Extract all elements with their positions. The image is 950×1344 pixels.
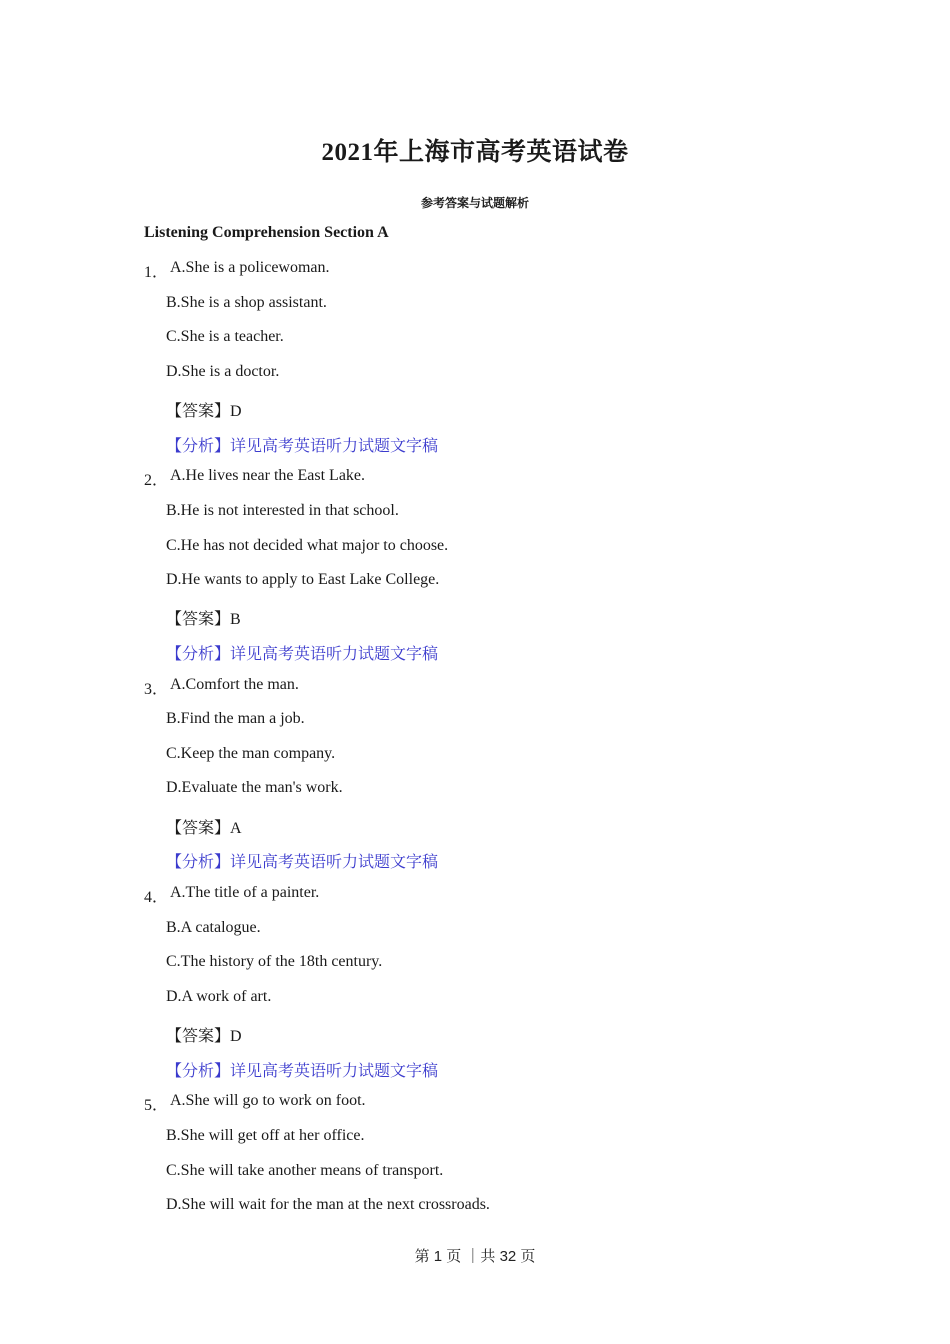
answer: 【答案】D: [166, 1028, 242, 1045]
analysis: 【分析】详见高考英语听力试题文字稿: [166, 646, 439, 663]
analysis: 【分析】详见高考英语听力试题文字稿: [166, 438, 439, 455]
option-d: D.He wants to apply to East Lake College.: [166, 571, 440, 588]
option-a: A.Comfort the man.: [170, 676, 299, 693]
option-d: D.She will wait for the man at the next crossroads.: [166, 1196, 490, 1213]
document-title: 2021年上海市高考英语试卷: [321, 139, 629, 166]
analysis: 【分析】详见高考英语听力试题文字稿: [166, 854, 439, 871]
option-b: B.She will get off at her office.: [166, 1127, 365, 1144]
analysis: 【分析】详见高考英语听力试题文字稿: [166, 1063, 439, 1080]
question-number: 5．: [144, 1097, 169, 1114]
option-b: B.A catalogue.: [166, 919, 261, 936]
option-c: C.She is a teacher.: [166, 328, 284, 345]
question-number: 4．: [144, 889, 169, 906]
option-b: B.He is not interested in that school.: [166, 502, 399, 519]
option-a: A.He lives near the East Lake.: [170, 467, 366, 484]
document-subtitle: 参考答案与试题解析: [420, 196, 529, 210]
option-c: C.She will take another means of transport.: [166, 1162, 444, 1179]
answer: 【答案】D: [166, 403, 242, 420]
option-d: D.She is a doctor.: [166, 363, 280, 380]
option-b: B.Find the man a job.: [166, 710, 305, 727]
option-d: D.A work of art.: [166, 988, 272, 1005]
option-a: A.She is a policewoman.: [170, 259, 330, 276]
option-d: D.Evaluate the man's work.: [166, 779, 343, 796]
option-b: B.She is a shop assistant.: [166, 294, 327, 311]
option-a: A.She will go to work on foot.: [170, 1092, 366, 1109]
option-c: C.He has not decided what major to choose.: [166, 537, 449, 554]
section-heading: Listening Comprehension Section A: [144, 224, 389, 241]
option-c: C.The history of the 18th century.: [166, 953, 383, 970]
question-number: 3．: [144, 681, 169, 698]
option-a: A.The title of a painter.: [170, 884, 320, 901]
answer: 【答案】B: [166, 611, 241, 628]
page-footer: 第 1 页 ｜共 32 页: [414, 1248, 536, 1265]
question-number: 1．: [144, 264, 169, 281]
question-number: 2．: [144, 472, 169, 489]
answer: 【答案】A: [166, 820, 242, 837]
option-c: C.Keep the man company.: [166, 745, 336, 762]
